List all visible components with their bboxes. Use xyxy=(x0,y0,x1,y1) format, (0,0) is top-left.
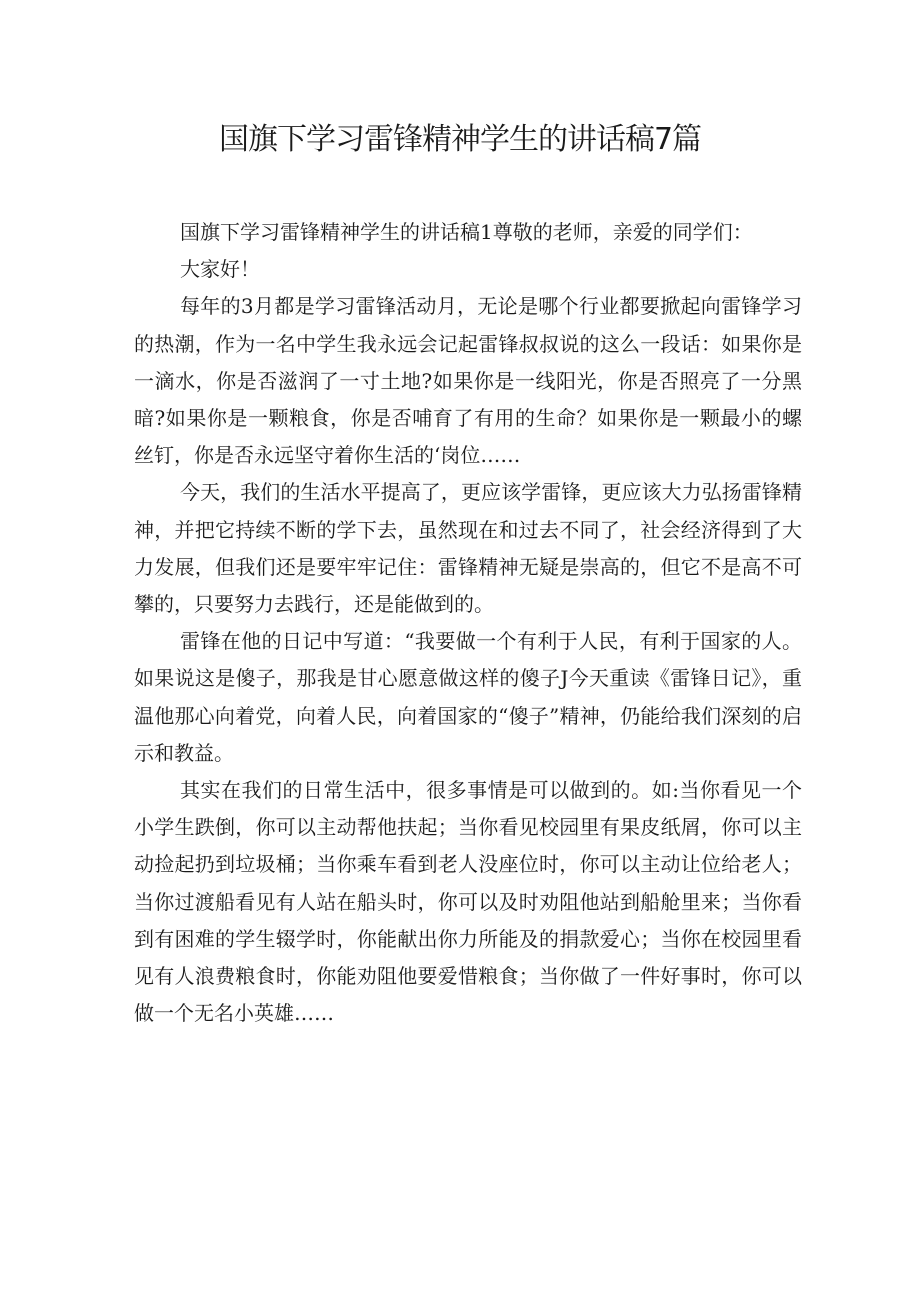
paragraph-daily-life: 其实在我们的日常生活中，很多事情是可以做到的。如:当你看见一个小学生跌倒，你可以主动帮他扶起；当你看见校园里有果皮纸屑，你可以主动捡起扔到垃圾桶；当你乘车看到老人没座位时，你可以主动让位给老人；当你过渡船看见有人站在船头时，你可以及时劝阻他站到船舱里来；当你看到有困难的学生辍学时，你能献出你力所能及的捐款爱心；当你在校园里看见有人浪费粮食时，你能劝阻他要爱惜粮食；当你做了一件好事时，你可以做一个无名小英雄…… xyxy=(134,778,802,1026)
paragraph-today: 今天，我们的生活水平提高了，更应该学雷锋，更应该大力弘扬雷锋精神，并把它持续不断的学下去，虽然现在和过去不同了，社会经济得到了大力发展，但我们还是要牢牢记住：雷锋精神无疑是崇高的，但它不是高不可攀的，只要努力去践行，还是能做到的。 xyxy=(134,480,802,617)
document-body xyxy=(134,214,802,1032)
paragraph-diary: 雷锋在他的日记中写道：“我要做一个有利于人民，有利于国家的人。如果说这是傻子，那我是甘心愿意做这样的傻子J今天重读《雷锋日记》，重温他那心向着党，向着人民，向着国家的“傻子”精神，仍能给我们深刻的启示和教益。 xyxy=(134,629,802,765)
paragraph-march-month: 每年的3月都是学习雷锋活动月，无论是哪个行业都要掀起向雷锋学习的热潮，作为一名中学生我永远会记起雷锋叔叔说的这么一段话：如果你是一滴水，你是否滋润了一寸土地?如果你是一线阳光，你是否照亮了一分黑暗?如果你是一颗粮食，你是否哺育了有用的生命？如果你是一颗最小的螺丝钉，你是否永远坚守着你生活的‘岗位…… xyxy=(134,294,802,468)
paragraph-greeting: 大家好！ xyxy=(180,257,260,282)
document-title: 国旗下学习雷锋精神学生的讲话稿7篇 xyxy=(218,122,702,157)
paragraph-salutation: 国旗下学习雷锋精神学生的讲话稿1尊敬的老师，亲爱的同学们： xyxy=(180,220,753,244)
